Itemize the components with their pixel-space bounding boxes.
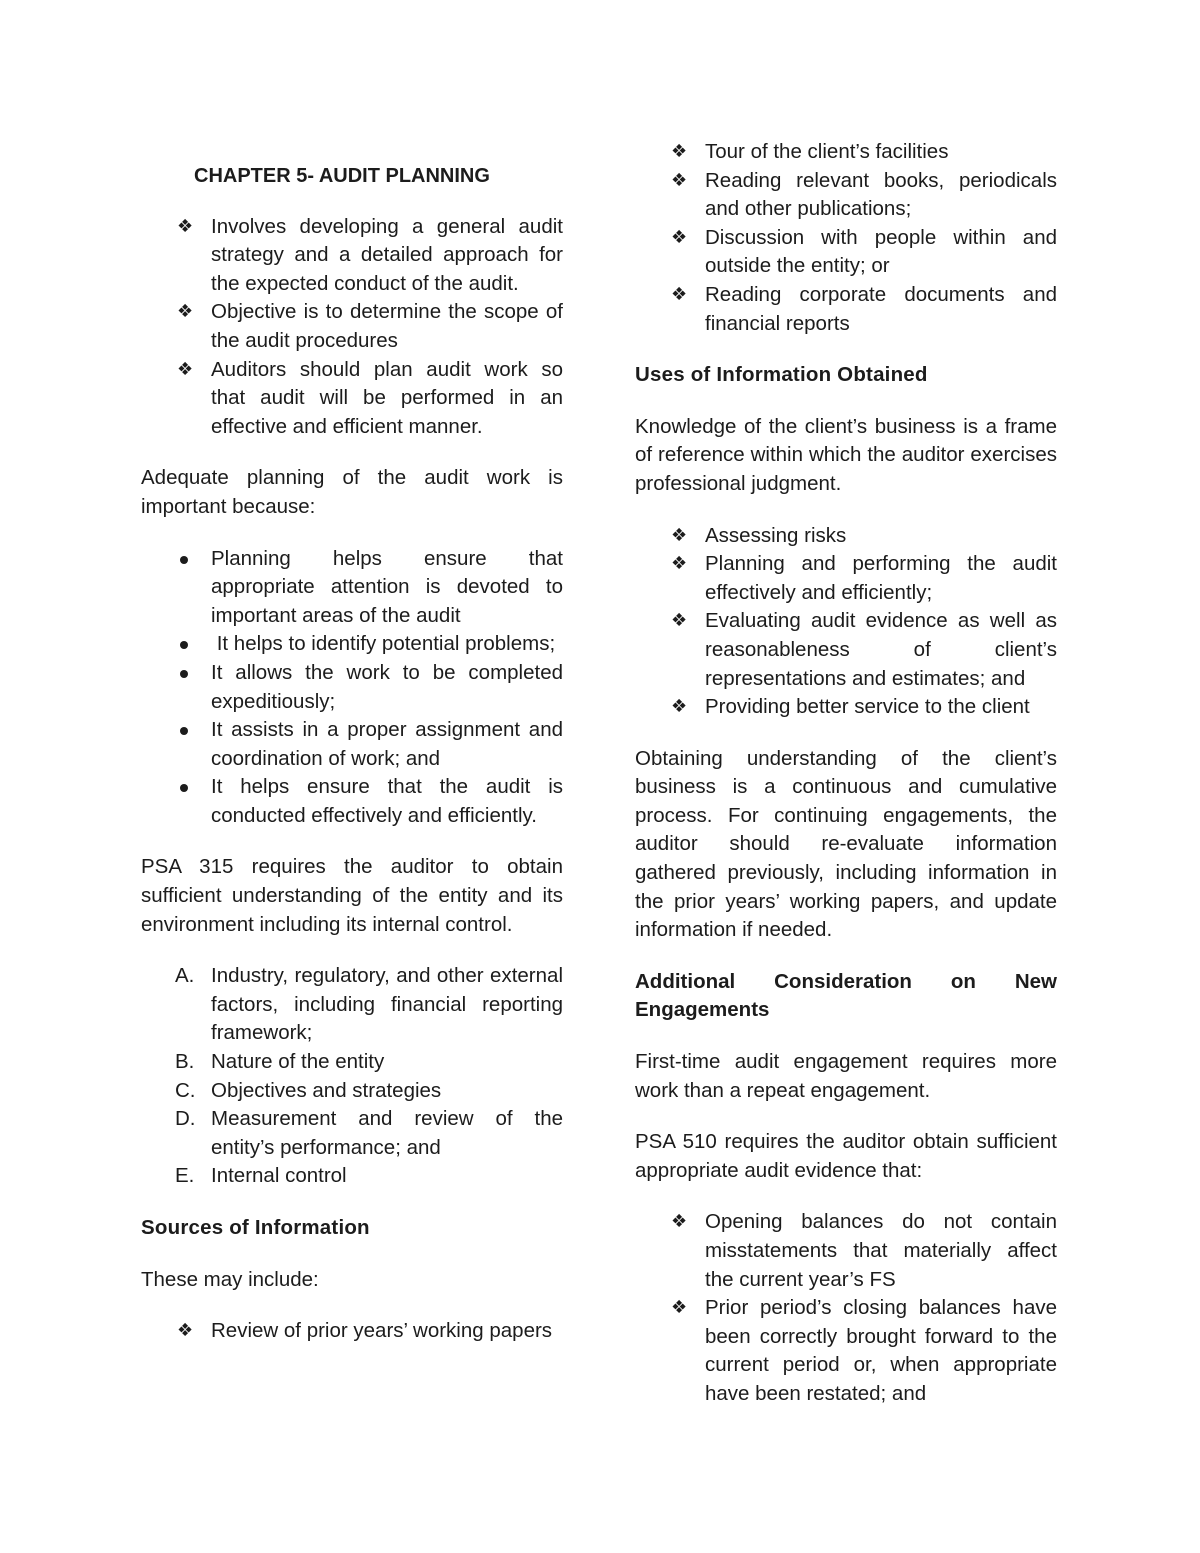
- list-item: [141, 1077, 563, 1106]
- list-item: It helps ensure that the audit is conducted effectively and efficiently.: [141, 773, 563, 830]
- right-column: [635, 138, 1057, 1432]
- new-engagements-heading: Additional Consideration on New Engagements: [635, 969, 1057, 1022]
- list-item: It allows the work to be completed expeditiously;: [141, 659, 563, 716]
- list-marker: B.: [175, 1050, 195, 1074]
- list-item: ❖ Evaluating audit evidence as well as reasonableness of client’s representations and estimates; and: [635, 607, 1057, 693]
- psa315-list: [141, 962, 563, 1191]
- list-item: It helps to identify potential problems;: [141, 630, 563, 659]
- list-item: ❖ Discussion with people within and outside the entity; or: [635, 224, 1057, 281]
- list-item: [141, 1048, 563, 1077]
- list-item: [141, 1162, 563, 1191]
- list-marker: D.: [175, 1107, 196, 1131]
- planning-list: [141, 545, 563, 831]
- chapter-title: CHAPTER 5- AUDIT PLANNING: [194, 165, 490, 187]
- sources-paragraph: These may include:: [141, 1267, 319, 1291]
- psa510-paragraph: PSA 510 requires the auditor obtain sufficient appropriate audit evidence that:: [635, 1130, 1057, 1182]
- understanding-paragraph: Obtaining understanding of the client’s business is a continuous and cumulative process. For continuing engagements, the auditor should re-evaluate information gathered previously, including information in the prior years’ working papers, and update information if needed.: [635, 746, 1057, 942]
- list-item: ❖ Providing better service to the client: [635, 693, 1057, 722]
- list-item: ❖ Review of prior years’ working papers: [141, 1317, 563, 1346]
- sources-list: [141, 1317, 563, 1346]
- list-item: Planning helps ensure that appropriate attention is devoted to important areas of the audit: [141, 545, 563, 631]
- planning-paragraph: Adequate planning of the audit work is important because:: [141, 466, 563, 518]
- list-marker: C.: [175, 1078, 196, 1102]
- list-marker: E.: [175, 1164, 195, 1188]
- new-engagement-paragraph: First-time audit engagement requires more work than a repeat engagement.: [635, 1050, 1057, 1102]
- list-item: ❖ Involves developing a general audit strategy and a detailed approach for the expected conduct of the audit.: [141, 213, 563, 299]
- list-item: ❖ Tour of the client’s facilities: [635, 138, 1057, 167]
- list-item: ❖ Reading relevant books, periodicals and other publications;: [635, 167, 1057, 224]
- uses-paragraph: Knowledge of the client’s business is a frame of reference within which the auditor exercises professional judgment.: [635, 414, 1057, 495]
- sources-heading: Sources of Information: [141, 1216, 370, 1239]
- left-column: [141, 162, 563, 1369]
- list-item-text: Measurement and review of the entity’s performance; and: [211, 1107, 563, 1159]
- psa510-list: [635, 1208, 1057, 1408]
- list-item: ❖ Auditors should plan audit work so that audit will be performed in an effective and efficient manner.: [141, 356, 563, 442]
- list-item: ❖ Prior period’s closing balances have been correctly brought forward to the current period or, when appropriate have been restated; and: [635, 1294, 1057, 1408]
- list-item-text: Industry, regulatory, and other external factors, including financial reporting framework;: [211, 964, 563, 1045]
- list-item-text: Objectives and strategies: [211, 1078, 442, 1102]
- list-item: ❖ Planning and performing the audit effectively and efficiently;: [635, 550, 1057, 607]
- list-item: ❖ Objective is to determine the scope of the audit procedures: [141, 298, 563, 355]
- intro-list: [141, 213, 563, 442]
- list-item: ❖ Reading corporate documents and financial reports: [635, 281, 1057, 338]
- list-item: [141, 1105, 563, 1162]
- uses-heading: Uses of Information Obtained: [635, 363, 928, 387]
- psa315-paragraph: PSA 315 requires the auditor to obtain sufficient understanding of the entity and its environment including its internal control.: [141, 855, 563, 936]
- list-item: [141, 962, 563, 1048]
- list-item: It assists in a proper assignment and coordination of work; and: [141, 716, 563, 773]
- sources-list-continued: [635, 138, 1057, 338]
- list-item: ❖ Assessing risks: [635, 522, 1057, 551]
- list-marker: A.: [175, 964, 195, 988]
- list-item-text: Nature of the entity: [211, 1050, 385, 1074]
- uses-list: [635, 522, 1057, 722]
- list-item-text: Internal control: [211, 1164, 347, 1188]
- list-item: ❖ Opening balances do not contain misstatements that materially affect the current year’s FS: [635, 1208, 1057, 1294]
